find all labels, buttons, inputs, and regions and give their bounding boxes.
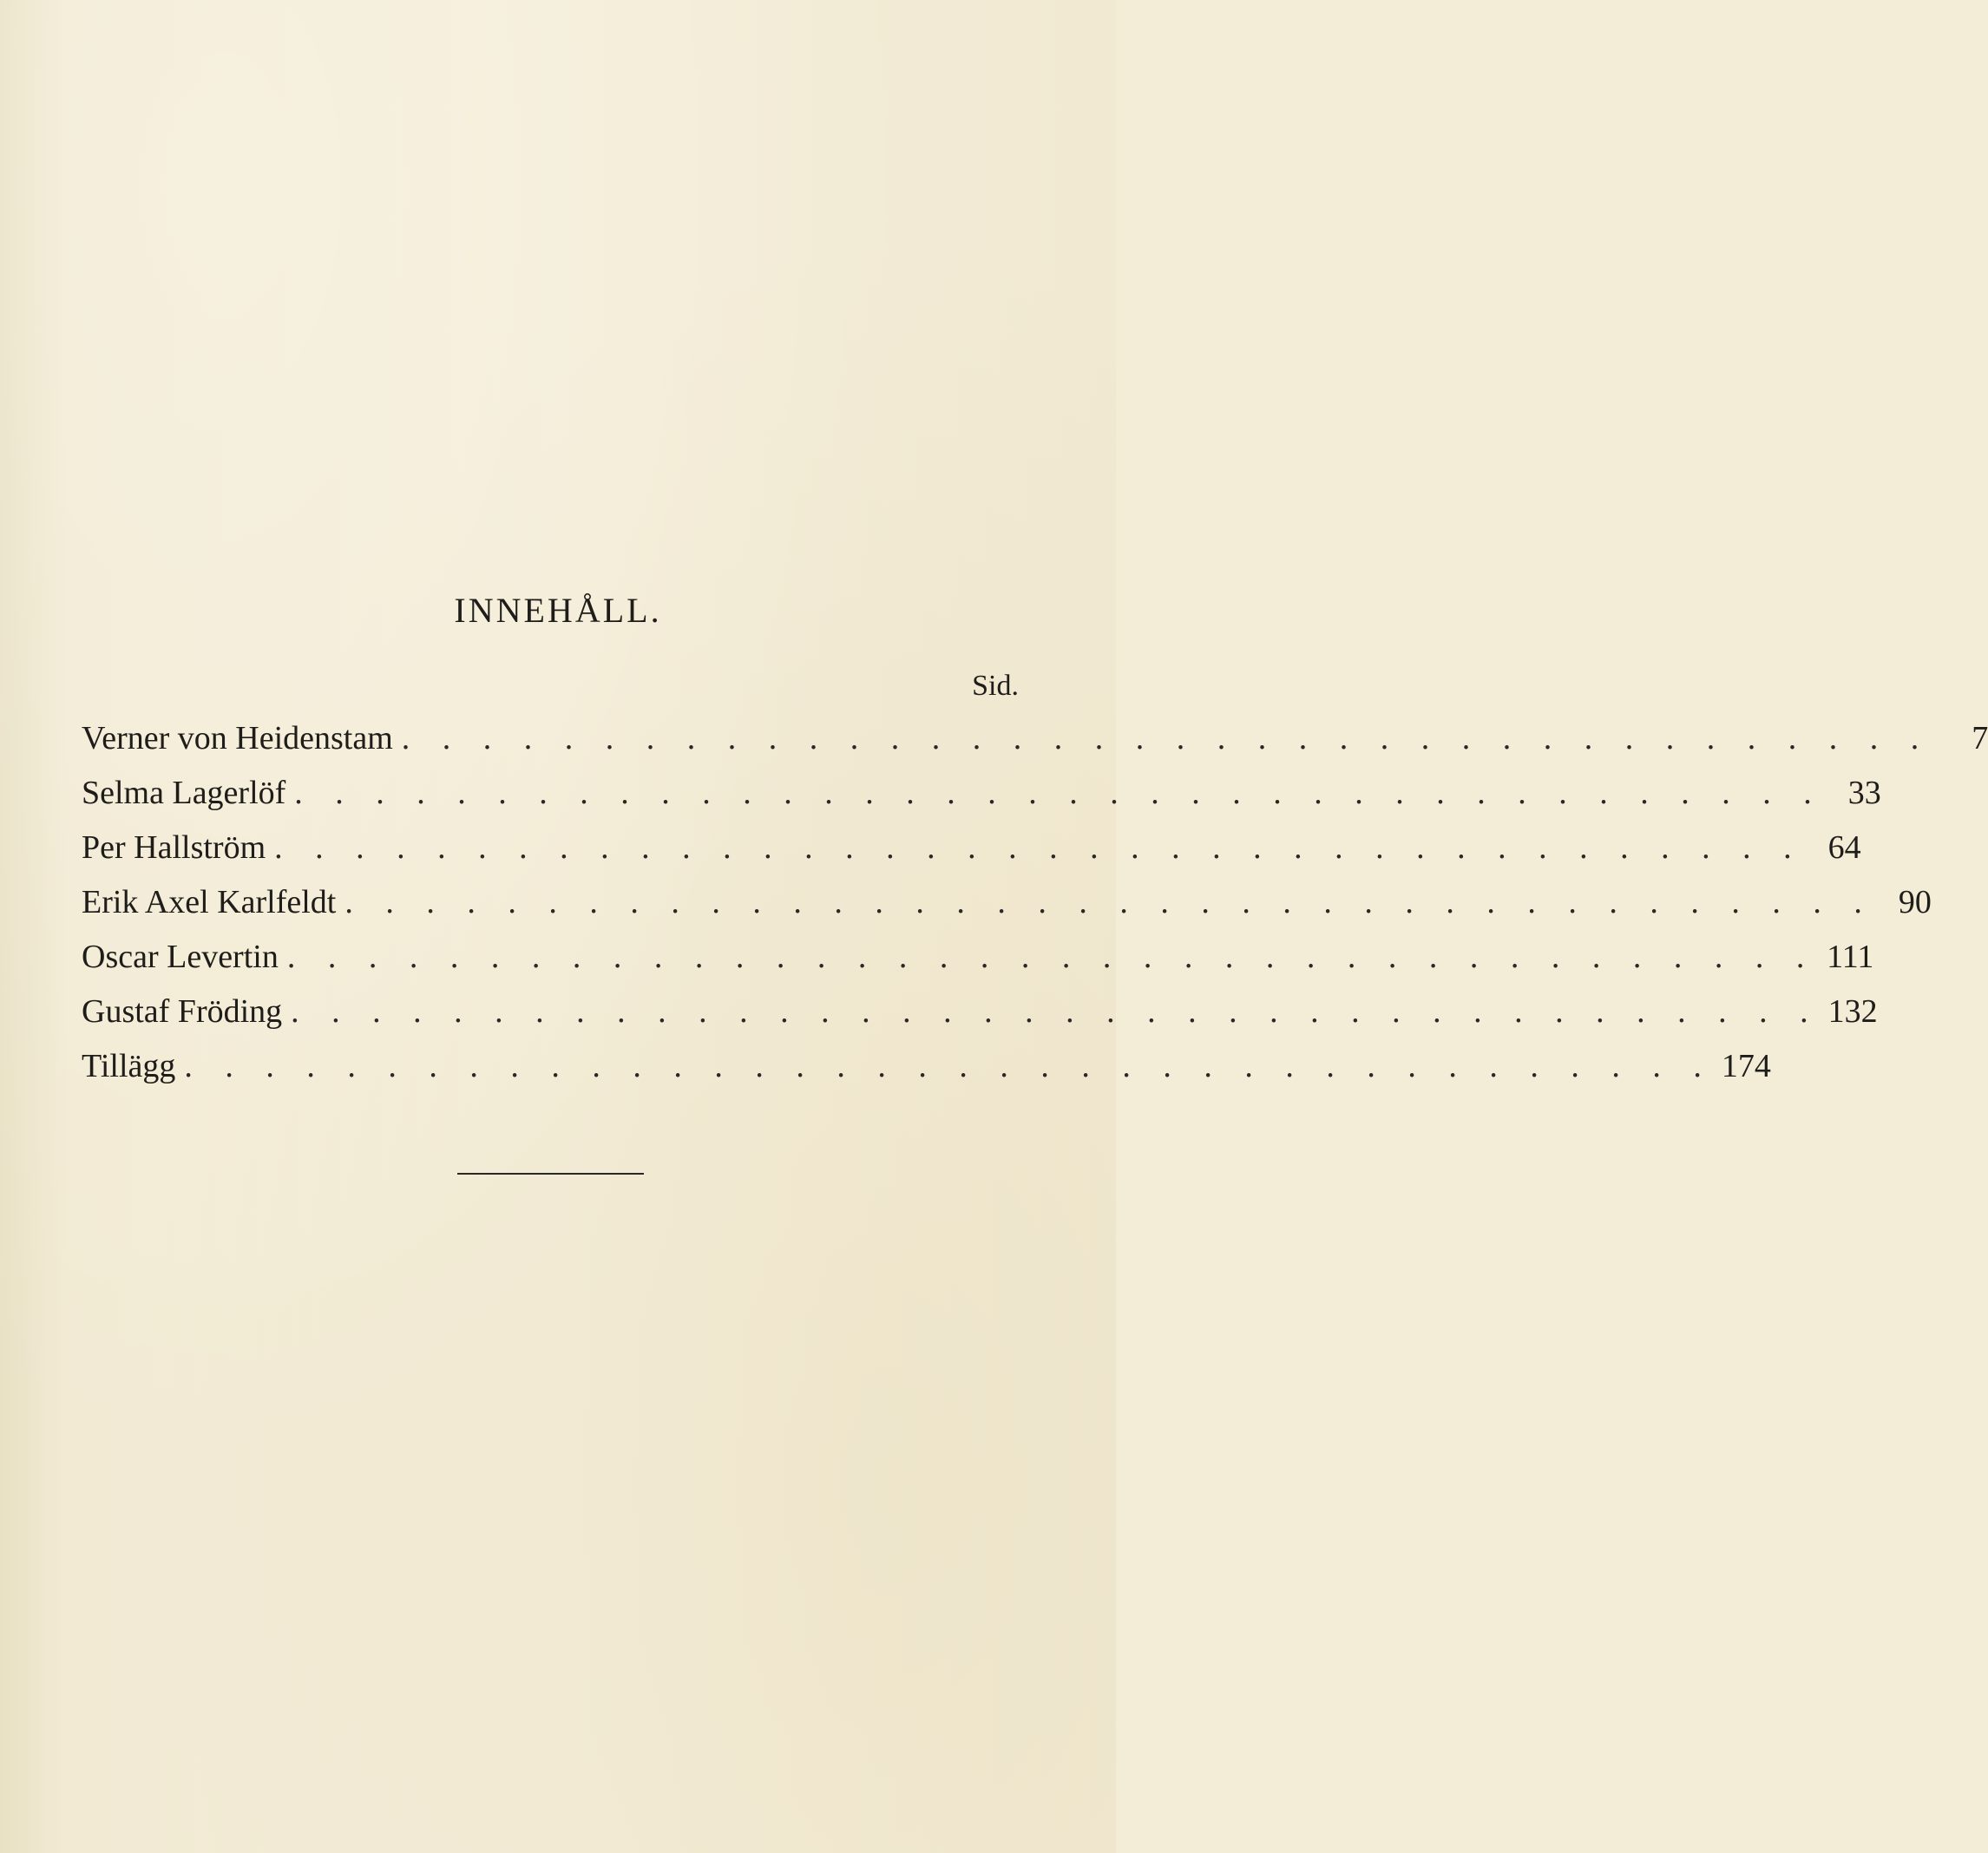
toc-entry-title: Verner von Heidenstam xyxy=(82,720,393,756)
page-column-label: Sid. xyxy=(972,670,1019,702)
dot-leader: . . . . . . . . . . . . . . . . . . . . . . . . . . . . . . . . . . . . . . xyxy=(294,775,1824,811)
dot-leader: . . . . . . . . . . . . . . . . . . . . . . . . . . . . . . . . . . . . . . xyxy=(291,993,1821,1030)
toc-entry-title: Per Hallström xyxy=(82,829,266,866)
horizontal-rule xyxy=(457,1173,644,1175)
toc-entry-page: 64 xyxy=(1827,829,1861,866)
toc-entry-page: 174 xyxy=(1721,1048,1771,1084)
dot-leader: . . . . . . . . . . . . . . . . . . . . . . . . . . . . . . . . . . . . . . xyxy=(401,720,1932,756)
dot-leader: . . . . . . . . . . . . . . . . . . . . . . . . . . . . . . . . . . . . . . xyxy=(274,829,1804,866)
toc-entry-page: 90 xyxy=(1898,884,1932,920)
dot-leader: . . . . . . . . . . . . . . . . . . . . . . . . . . . . . . . . . . . . . . xyxy=(184,1048,1714,1084)
dot-leader: . . . . . . . . . . . . . . . . . . . . . . . . . . . . . . . . . . . . . . xyxy=(286,939,1817,975)
toc-entry xyxy=(82,1039,1771,1094)
toc-entry xyxy=(82,711,1988,766)
toc-entry-title: Gustaf Fröding xyxy=(82,993,283,1030)
contents-heading: INNEHÅLL. xyxy=(454,591,662,630)
toc-entry xyxy=(82,930,1874,985)
toc-entry-page: 132 xyxy=(1827,993,1878,1030)
toc-entry xyxy=(82,821,1861,875)
toc-entry-page: 7 xyxy=(1972,720,1988,756)
dot-leader: . . . . . . . . . . . . . . . . . . . . . . . . . . . . . . . . . . . . . . xyxy=(344,884,1874,920)
toc-entry-page: 33 xyxy=(1847,775,1881,811)
toc-entry-title: Tillägg xyxy=(82,1048,176,1084)
toc-entry-title: Oscar Levertin xyxy=(82,939,279,975)
toc-entry-title: Selma Lagerlöf xyxy=(82,775,286,811)
toc-entry xyxy=(82,875,1932,930)
table-of-contents xyxy=(82,711,1988,1094)
toc-entry xyxy=(82,766,1881,821)
toc-entry-page: 111 xyxy=(1827,939,1874,975)
toc-entry-title: Erik Axel Karlfeldt xyxy=(82,884,337,920)
toc-entry xyxy=(82,985,1878,1039)
